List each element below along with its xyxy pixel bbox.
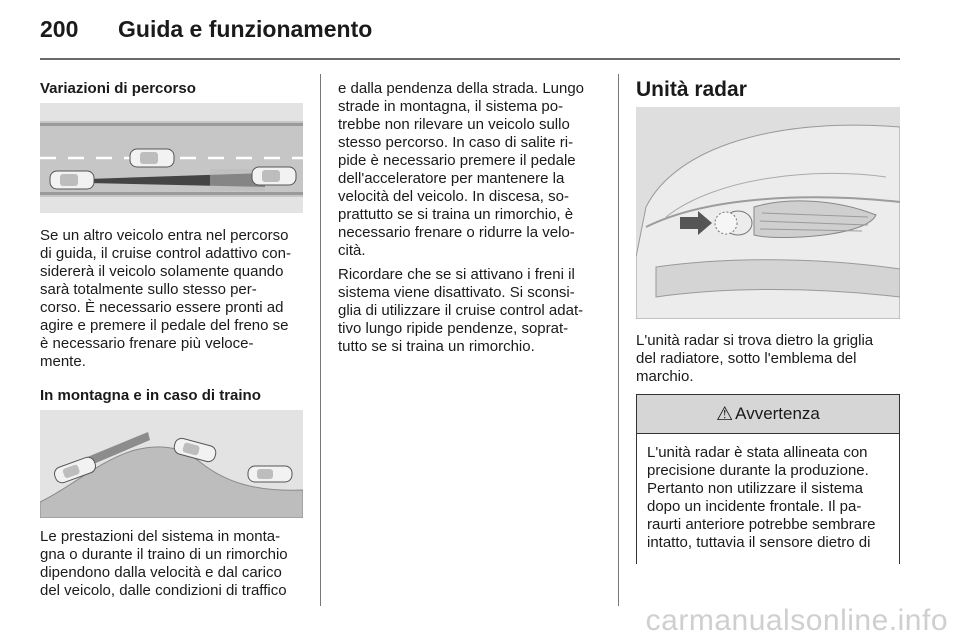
warning-box <box>636 394 900 564</box>
running-title: Guida e funzionamento <box>118 16 373 42</box>
warning-body: L'unità radar è stata allineata con precisione durante la produzione. Pertanto non utilizzare il sistema dopo un incidente frontale. Il pa- raurti anteriore potrebbe sembrare intatto, tuttavia il sensore dietro di <box>647 444 876 551</box>
lane-change-svg <box>40 103 303 213</box>
col1-paragraph-2 <box>40 528 310 600</box>
col1-paragraph-1 <box>40 227 310 371</box>
mountain-svg <box>40 410 303 518</box>
warning-heading: Avvertenza <box>735 404 820 423</box>
subhead-mountain-towing: In montagna e in caso di traino <box>40 387 261 404</box>
watermark: carmanualsonline.info <box>645 604 948 637</box>
column-divider-2 <box>618 74 619 606</box>
lane-change-text: Se un altro veicolo entra nel percorso di guida, il cruise control adattivo con- sidererà il veicolo solamente quando sarà totalmente sullo stesso per- corso. È necessario essere pronti ad agire e premere il pedale del freno se è necessario frenare più veloce- mente. <box>40 227 291 370</box>
radar-svg <box>636 107 900 319</box>
column-divider-1 <box>320 74 321 606</box>
header-rule <box>40 58 900 60</box>
car-merging <box>130 149 174 167</box>
radar-location-illustration <box>636 107 900 319</box>
warning-triangle-icon: ⚠ <box>716 403 734 425</box>
subhead-lane-change: Variazioni di percorso <box>40 80 196 97</box>
page-number: 200 <box>40 16 79 42</box>
col2-text <box>338 80 608 356</box>
mountain-text-start: Le prestazioni del sistema in monta- gna o durante il traino di un rimorchio dipendono dalla velocità e dal carico del veicolo, dalle condizioni di traffico <box>40 528 288 599</box>
warning-header <box>637 395 899 434</box>
radar-location-text: L'unità radar si trova dietro la griglia del radiatore, sotto l'emblema del marchio. <box>636 332 874 385</box>
lane-change-illustration <box>40 103 303 213</box>
section-title-radar: Unità radar <box>636 78 747 101</box>
braking-note: Ricordare che se si attivano i freni il sistema viene disattivato. Si sconsi- glia di utilizzare il cruise control adat- tivo lungo ripide pendenze, soprat- tutto se si traina un rimorchio. <box>338 266 584 355</box>
mountain-text-continued: e dalla pendenza della strada. Lungo strade in montagna, il sistema po- trebbe non rilevare un veicolo sullo stesso percorso. In caso di salite ri- pide è necessario premere il pedale dell'acceleratore per mantenere la velocità del veicolo. In discesa, so- prattutto se si traina un rimorchio, è necessario frenare o ridurre la velo- cità. <box>338 80 585 259</box>
mountain-illustration <box>40 410 303 518</box>
car-descending <box>248 466 292 482</box>
car-own <box>50 171 94 189</box>
car-ahead <box>252 167 296 185</box>
col3-paragraph-1 <box>636 332 904 386</box>
